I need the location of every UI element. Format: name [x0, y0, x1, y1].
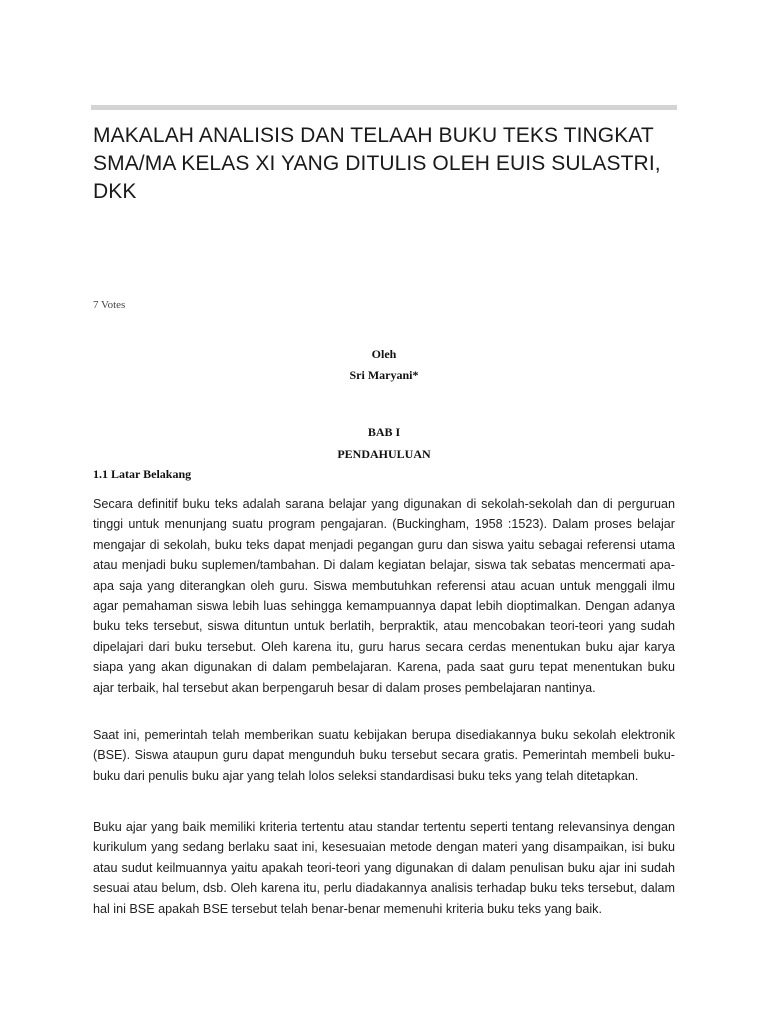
section-heading: 1.1 Latar Belakang: [93, 467, 192, 481]
paragraph: Buku ajar yang baik memiliki kriteria tertentu atau standar tertentu seperti tentang relevansinya dengan kurikulum yang sedang berlaku saat ini, kesesuaian metode dengan materi yang disampaikan, isi buku atau sudut keilmuannya yaitu apakah teori-teori yang digunakan di dalam penulisan buku ajar ini sudah sesuai atau belum, dsb. Oleh karena itu, perlu diadakannya analisis terhadap buku teks tersebut, dalam hal ini BSE apakah BSE tersebut telah benar-benar memenuhi kriteria buku teks yang baik.: [93, 820, 675, 916]
page-title: MAKALAH ANALISIS DAN TELAAH BUKU TEKS TINGKAT SMA/MA KELAS XI YANG DITULIS OLEH EUIS SULASTRI, DKK: [93, 124, 661, 203]
votes-count: 7 Votes: [93, 299, 126, 311]
byline-label: Oleh: [371, 347, 397, 361]
paragraph: Secara definitif buku teks adalah sarana belajar yang digunakan di sekolah-sekolah dan di perguruan tinggi untuk menunjang suatu program pengajaran. (Buckingham, 1958 :1523). Dalam proses belajar mengajar di sekolah, buku teks dapat menjadi pegangan guru dan siswa yaitu sebagai referensi utama atau menjadi buku suplemen/tambahan. Di dalam kegiatan belajar, siswa tak sebatas mencermati apa-apa saja yang diterangkan oleh guru. Siswa membutuhkan referensi atau acuan untuk menggali ilmu agar pemahaman siswa lebih luas sehingga kemampuannya dapat lebih dioptimalkan. Dengan adanya buku teks tersebut, siswa dituntun untuk berlatih, berpraktik, atau mencobakan teori-teori yang sudah dipelajari dari buku tersebut. Oleh karena itu, guru harus secara cerdas menentukan buku ajar karya siapa yang akan digunakan di dalam pembelajaran. Karena, pada saat guru tepat menentukan buku ajar terbaik, hal tersebut akan berpengaruh besar di dalam proses pembelajaran nantinya.: [93, 497, 675, 695]
chapter-title: PENDAHULUAN: [337, 447, 431, 461]
header-divider: [91, 105, 677, 110]
author-name: Sri Maryani*: [349, 368, 419, 382]
paragraph: Saat ini, pemerintah telah memberikan suatu kebijakan berupa disediakannya buku sekolah elektronik (BSE). Siswa ataupun guru dapat mengunduh buku tersebut secara gratis. Pemerintah membeli buku-buku dari penulis buku ajar yang telah lolos seleksi standardisasi buku teks yang telah ditetapkan.: [93, 728, 675, 783]
chapter-number: BAB I: [367, 425, 401, 439]
